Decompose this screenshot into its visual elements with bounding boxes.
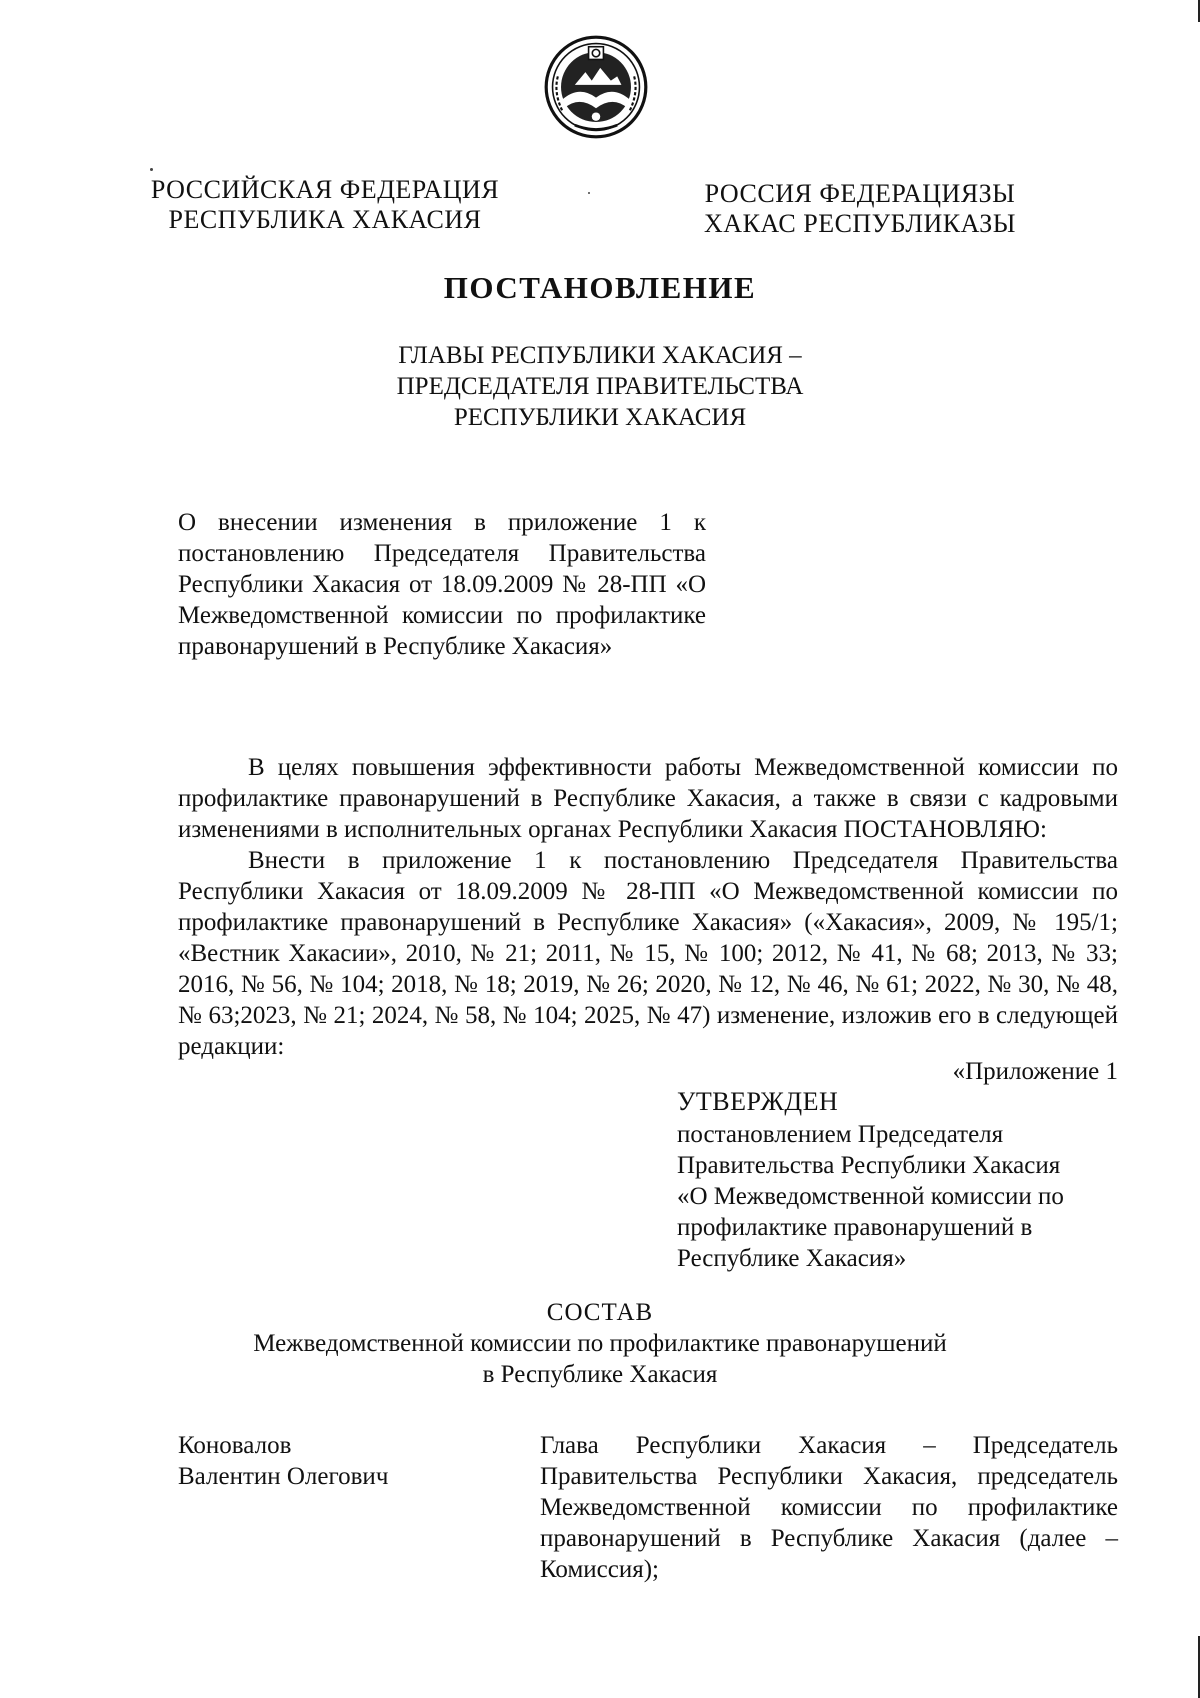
- issuer-line2: ПРЕДСЕДАТЕЛЯ ПРАВИТЕЛЬСТВА: [396, 373, 804, 400]
- header-right-line1: РОССИЯ ФЕДЕРАЦИЯЗЫ: [704, 179, 1016, 208]
- appendix-reference: «Приложение 1: [952, 1058, 1118, 1085]
- composition-line1: Межведомственной комиссии по профилактике правонарушений: [253, 1330, 947, 1357]
- header-right: [690, 179, 1030, 239]
- member-name: Коновалов Валентин Олегович: [178, 1432, 389, 1490]
- document-subject: О внесении изменения в приложение 1 к постановлению Председателя Правительства Республики Хакасия от 18.09.2009 № 28-ПП «О Межведомственной комиссии по профилактике правонарушений в Республике Хакасия»: [178, 509, 706, 660]
- header-left: [150, 175, 500, 235]
- body-paragraph-2: Внести в приложение 1 к постановлению Председателя Правительства Республики Хакасия от 18.09.2009 № 28-ПП «О Межведомственной комиссии по профилактике правонарушений в Республике Хакасия» («Хакасия», 2009, № 195/1; «Вестник Хакасии», 2010, № 21; 2011, № 15, № 100; 2012, № 41, № 68; 2013, № 33; 2016, № 56, № 104; 2018, № 18; 2019, № 26; 2020, № 12, № 46, № 61; 2022, № 30, № 48, № 63;2023, № 21; 2024, № 58, № 104; 2025, № 47) изменение, изложив его в следующей редакции:: [178, 847, 1118, 1060]
- composition-heading-block: [0, 1297, 1200, 1390]
- body-paragraph-1: В целях повышения эффективности работы Межведомственной комиссии по профилактике правонарушений в Республике Хакасия, а также в связи с кадровыми изменениями в исполнительных органах Республики Хакасия ПОСТАНОВЛЯЮ:: [178, 754, 1118, 843]
- document-body: [178, 752, 1118, 1062]
- composition-heading: СОСТАВ: [546, 1299, 654, 1326]
- member-role: Глава Республики Хакасия – Председатель Правительства Республики Хакасия, председатель Межведомственной комиссии по профилактике правонарушений в Республике Хакасия (далее – Комиссия);: [540, 1432, 1118, 1583]
- approval-block: [677, 1084, 1117, 1274]
- scan-speck: [150, 168, 153, 171]
- composition-line2: в Республике Хакасия: [482, 1361, 718, 1388]
- document-title: ПОСТАНОВЛЕНИЕ: [443, 270, 757, 305]
- coat-of-arms-icon: [543, 34, 649, 140]
- document-issuer: [0, 340, 1200, 433]
- header-left-line1: РОССИЙСКАЯ ФЕДЕРАЦИЯ: [150, 175, 500, 204]
- approved-label: УТВЕРЖДЕН: [677, 1087, 839, 1116]
- approval-text: постановлением Председателя Правительства Республики Хакасия «О Межведомственной комиссии по профилактике правонарушений в Республике Хакасия»: [677, 1121, 1064, 1272]
- header-left-line2: РЕСПУБЛИКА ХАКАСИЯ: [168, 205, 482, 234]
- issuer-line1: ГЛАВЫ РЕСПУБЛИКИ ХАКАСИЯ –: [398, 342, 802, 369]
- issuer-line3: РЕСПУБЛИКИ ХАКАСИЯ: [453, 404, 747, 431]
- scan-speck: [588, 192, 590, 194]
- header-right-line2: ХАКАС РЕСПУБЛИКАЗЫ: [704, 209, 1016, 238]
